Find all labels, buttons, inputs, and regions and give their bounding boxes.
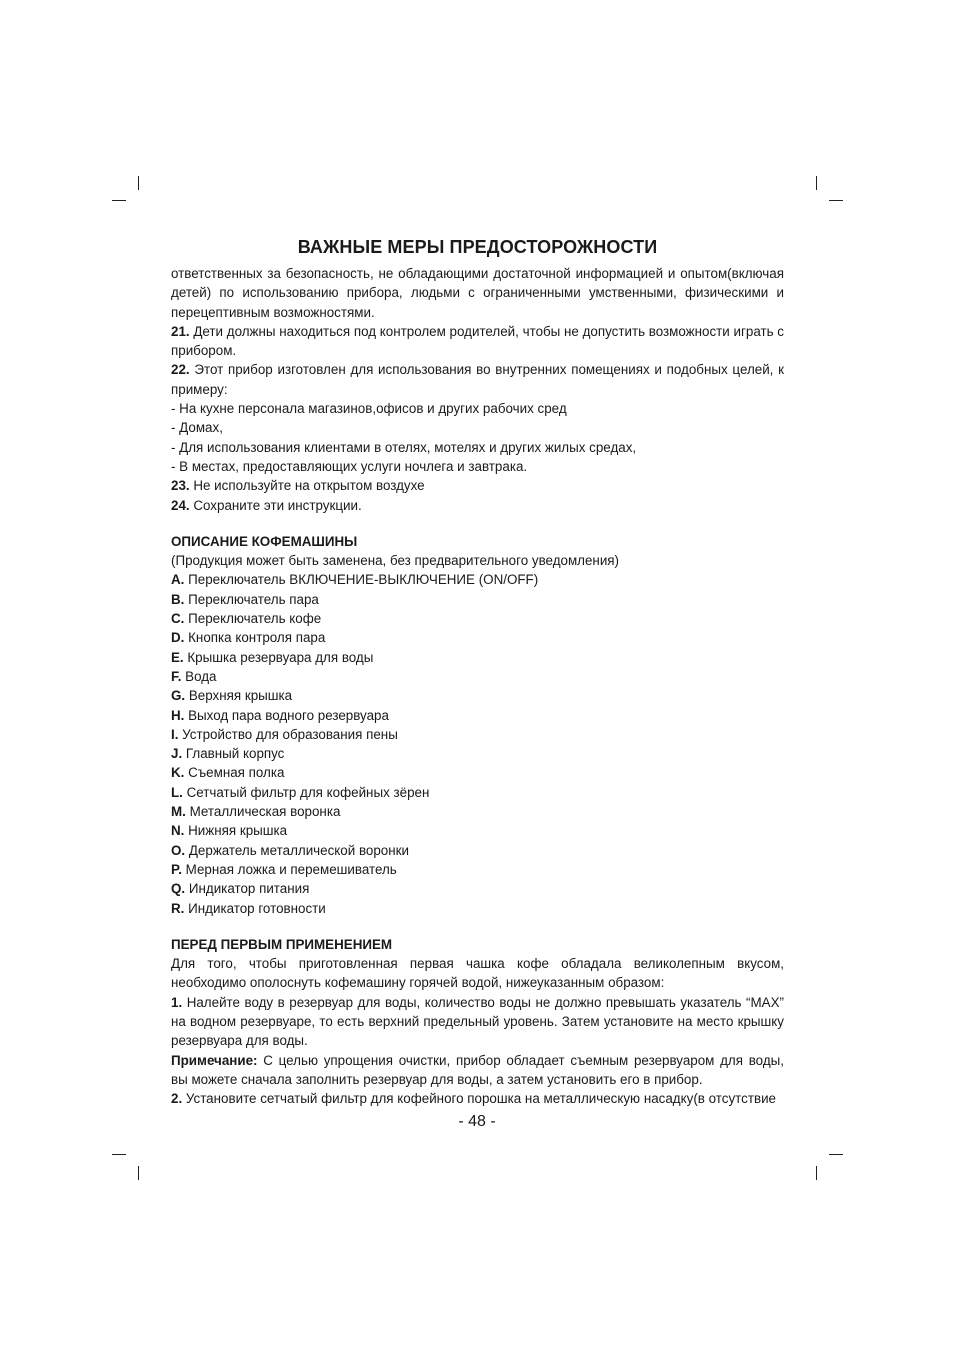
- list-item: [171, 628, 784, 647]
- part-label: Металлическая воронка: [185, 804, 341, 820]
- item-23-number: 23.: [171, 478, 190, 494]
- part-label: Выход пара водного резервуара: [184, 707, 389, 723]
- part-label: Индикатор готовности: [184, 900, 326, 916]
- part-label: Главный корпус: [182, 746, 285, 762]
- crop-mark-bottom-left-vertical: [138, 1166, 139, 1180]
- crop-mark-top-left-horizontal: [112, 200, 126, 201]
- note-paragraph: [171, 1051, 784, 1090]
- list-item: [171, 879, 784, 898]
- list-item: [171, 860, 784, 879]
- item-21: [171, 322, 784, 361]
- part-label: Переключатель ВКЛЮЧЕНИЕ-ВЫКЛЮЧЕНИЕ (ON/OFF): [184, 572, 539, 588]
- part-key: R.: [171, 900, 185, 916]
- item-24-number: 24.: [171, 497, 190, 513]
- note-label: Примечание:: [171, 1052, 258, 1068]
- step-2-number: 2.: [171, 1091, 183, 1107]
- step-2: [171, 1089, 784, 1108]
- list-item: [171, 609, 784, 628]
- crop-mark-top-left-vertical: [138, 176, 139, 190]
- list-item: [171, 763, 784, 782]
- part-label: Держатель металлической воронки: [185, 842, 409, 858]
- section-heading-first-use: ПЕРЕД ПЕРВЫМ ПРИМЕНЕНИЕМ: [171, 936, 393, 952]
- dash-item: - Для использования клиентами в отелях, мотелях и других жилых средах,: [171, 439, 637, 455]
- step-1-text: Налейте воду в резервуар для воды, количество воды не должно превышать указатель “MAX” на водном резервуаре, то есть верхний предельный уровень. Затем установите на место крышку резервуара для воды.: [171, 994, 784, 1049]
- part-key: O.: [171, 842, 186, 858]
- part-key: J.: [171, 746, 183, 762]
- item-21-number: 21.: [171, 323, 190, 339]
- part-key: F.: [171, 668, 182, 684]
- part-label: Съемная полка: [184, 765, 285, 781]
- item-21-text: Дети должны находиться под контролем родителей, чтобы не допустить возможности играть с прибором.: [171, 323, 785, 359]
- crop-mark-bottom-right-vertical: [816, 1166, 817, 1180]
- part-label: Устройство для образования пены: [178, 726, 398, 742]
- part-key: L.: [171, 784, 183, 800]
- part-key: P.: [171, 861, 182, 877]
- first-use-paragraph: Для того, чтобы приготовленная первая чашка кофе обладала великолепным вкусом, необходимо ополоснуть кофемашину горячей водой, нижеуказанным образом:: [171, 956, 784, 991]
- dash-item: - На кухне персонала магазинов,офисов и других рабочих сред: [171, 401, 567, 417]
- part-label: Верхняя крышка: [185, 688, 293, 704]
- item-24-text: Сохраните эти инструкции.: [189, 497, 362, 513]
- list-item: [171, 648, 784, 667]
- parts-list: [171, 570, 784, 917]
- part-key: B.: [171, 591, 185, 607]
- list-item: [171, 570, 784, 589]
- item-22-number: 22.: [171, 362, 190, 378]
- section-heading-description: ОПИСАНИЕ КОФЕМАШИНЫ: [171, 533, 358, 549]
- part-label: Крышка резервуара для воды: [183, 649, 374, 665]
- crop-mark-bottom-left-horizontal: [112, 1154, 126, 1155]
- step-1: [171, 993, 784, 1051]
- list-item: [171, 802, 784, 821]
- part-key: K.: [171, 765, 185, 781]
- note-text: С целью упрощения очистки, прибор обладает съемным резервуаром для воды, вы можете сначала заполнить резервуар для воды, а затем установить его в прибор.: [171, 1052, 784, 1087]
- item-23: [171, 476, 784, 495]
- part-key: I.: [171, 726, 179, 742]
- part-key: C.: [171, 611, 185, 627]
- part-key: Q.: [171, 881, 186, 897]
- list-item: [171, 744, 784, 763]
- list-item: [171, 841, 784, 860]
- item-24: [171, 496, 784, 515]
- part-key: E.: [171, 649, 184, 665]
- list-item: [171, 667, 784, 686]
- part-key: M.: [171, 804, 186, 820]
- list-item: [171, 686, 784, 705]
- part-label: Сетчатый фильтр для кофейных зёрен: [182, 784, 430, 800]
- section-note: (Продукция может быть заменена, без предварительного уведомления): [171, 553, 620, 569]
- dash-item: - В местах, предоставляющих услуги ночлега и завтрака.: [171, 458, 528, 474]
- step-1-number: 1.: [171, 994, 183, 1010]
- list-item: [171, 706, 784, 725]
- part-label: Индикатор питания: [185, 881, 310, 897]
- crop-mark-top-right-vertical: [816, 176, 817, 190]
- part-label: Переключатель пара: [184, 591, 319, 607]
- step-2-text: Установите сетчатый фильтр для кофейного порошка на металлическую насадку(в отсутствие: [182, 1091, 776, 1107]
- part-label: Вода: [181, 668, 217, 684]
- part-key: H.: [171, 707, 185, 723]
- page-title: ВАЖНЫЕ МЕРЫ ПРЕДОСТОРОЖНОСТИ: [297, 237, 658, 257]
- list-item: [171, 725, 784, 744]
- crop-mark-top-right-horizontal: [829, 200, 843, 201]
- item-23-text: Не используйте на открытом воздухе: [189, 478, 425, 494]
- list-item: [171, 590, 784, 609]
- list-item: [171, 899, 784, 918]
- page-content: [171, 236, 784, 1108]
- item-22: [171, 360, 784, 399]
- page-number: - 48 -: [458, 1113, 496, 1130]
- part-key: D.: [171, 630, 185, 646]
- list-item: [171, 783, 784, 802]
- part-label: Мерная ложка и перемешиватель: [181, 861, 397, 877]
- item-22-text: Этот прибор изготовлен для использования во внутренних помещениях и подобных целей, к примеру:: [171, 362, 784, 397]
- part-label: Переключатель кофе: [184, 611, 322, 627]
- part-label: Кнопка контроля пара: [184, 630, 326, 646]
- part-key: A.: [171, 572, 185, 588]
- list-item: [171, 821, 784, 840]
- intro-paragraph: ответственных за безопасность, не обладающими достаточной информацией и опытом(включая детей) по использованию прибора, людьми с ограниченными умственными, физическими и перецептивным возможностями.: [171, 266, 784, 320]
- part-key: N.: [171, 823, 185, 839]
- part-label: Нижняя крышка: [184, 823, 288, 839]
- part-key: G.: [171, 688, 186, 704]
- crop-mark-bottom-right-horizontal: [829, 1154, 843, 1155]
- dash-item: - Домах,: [171, 420, 223, 436]
